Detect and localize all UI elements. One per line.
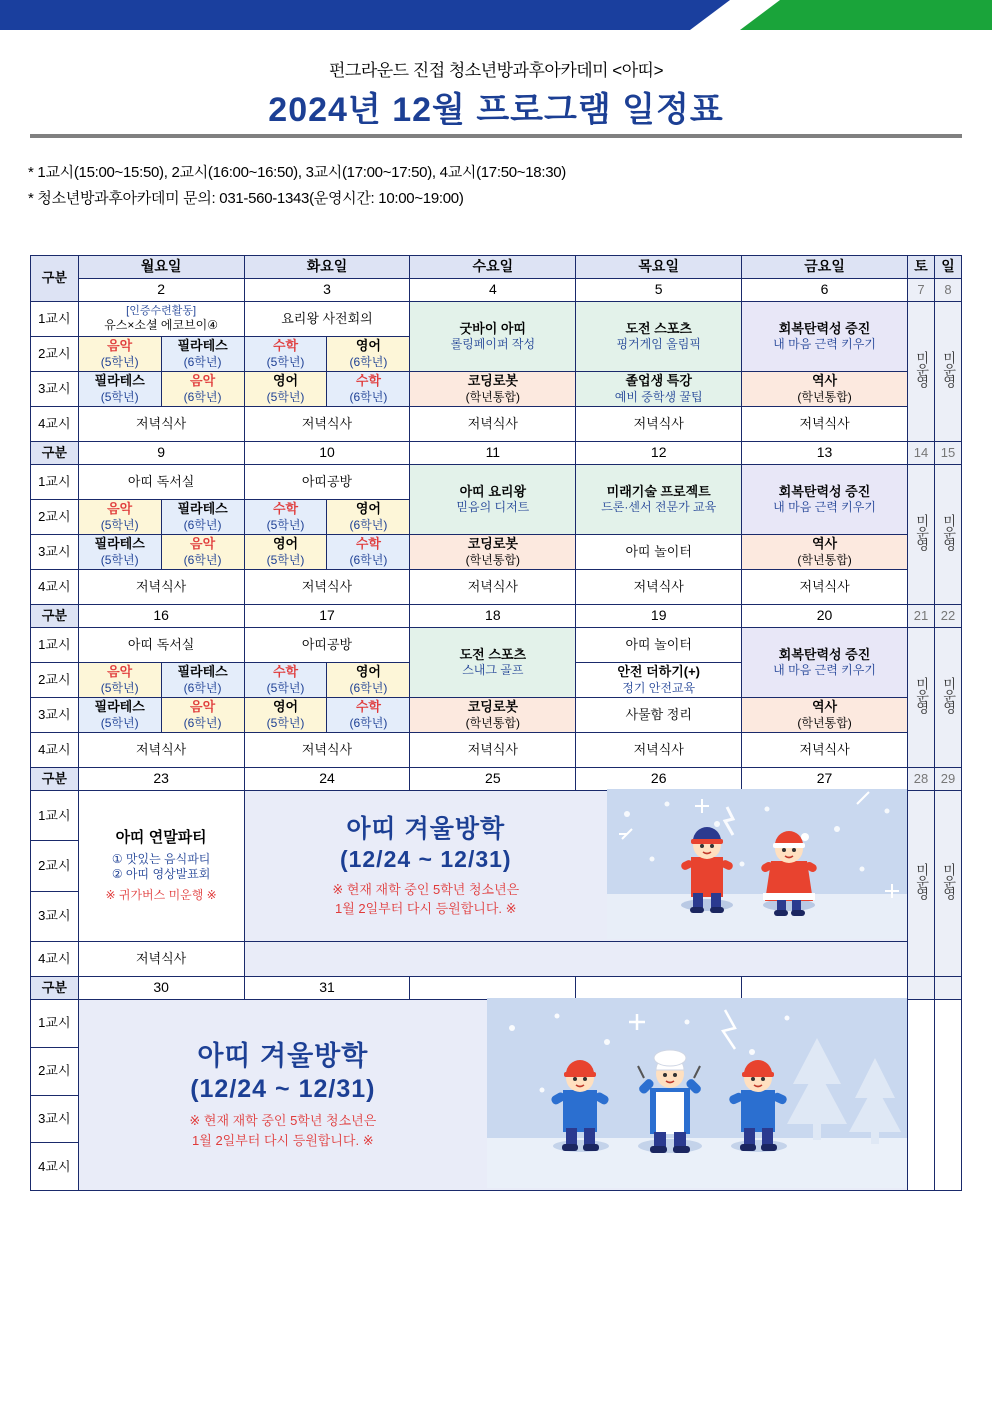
class-cell (78, 500, 161, 535)
class-cell (410, 628, 576, 698)
class-cell (78, 535, 161, 570)
week1-date-row (31, 279, 962, 302)
class-grade: (6학년) (183, 715, 222, 730)
class-grade: (5학년) (100, 552, 139, 567)
class-title: 음악 (107, 338, 133, 354)
class-title: 아띠 요리왕 (459, 483, 527, 499)
date-cell-sat: 21 (907, 605, 934, 628)
class-sub: 드론·센서 전문가 교육 (601, 500, 717, 515)
date-cell: 5 (576, 279, 742, 302)
class-cell (576, 302, 742, 372)
class-title: 졸업생 특강 (625, 373, 692, 389)
period-label: 2교시 (31, 841, 79, 891)
date-cell: 11 (410, 442, 576, 465)
class-cell (327, 372, 410, 407)
class-title: 필라테스 (177, 501, 228, 517)
class-sub: 내 마음 근력 키우기 (773, 500, 876, 515)
class-cell (244, 663, 327, 698)
class-grade: (6학년) (349, 552, 388, 567)
class-grade: (학년통합) (797, 389, 852, 404)
date-cell: 16 (78, 605, 244, 628)
class-title: 영어 (355, 664, 381, 680)
dinner-cell: 저녁식사 (78, 407, 244, 442)
class-cell: 아띠공방 (244, 465, 410, 500)
date-cell: 17 (244, 605, 410, 628)
period-label: 1교시 (31, 302, 79, 337)
class-title: 코딩로봇 (467, 699, 518, 715)
notes-block (28, 160, 566, 213)
week3-period1-row (31, 628, 962, 663)
date-cell-sat: 14 (907, 442, 934, 465)
class-grade: (6학년) (183, 680, 222, 695)
class-grade: (5학년) (100, 354, 139, 369)
date-cell: 10 (244, 442, 410, 465)
class-cell: 사물함 정리 (576, 698, 742, 733)
class-grade: (5학년) (100, 715, 139, 730)
dinner-cell: 저녁식사 (78, 942, 244, 977)
date-cell: 13 (742, 442, 908, 465)
gubun-header: 구분 (31, 768, 79, 791)
class-cell (327, 500, 410, 535)
class-grade: (6학년) (183, 389, 222, 404)
date-cell: 30 (78, 977, 244, 1000)
date-cell: 4 (410, 279, 576, 302)
date-cell-sun: 29 (934, 768, 961, 791)
class-cell (327, 663, 410, 698)
class-title: 회복탄력성 증진 (778, 320, 871, 336)
winter-vacation-banner (244, 791, 907, 942)
class-sub: 정기 안전교육 (622, 680, 696, 695)
top-bar-blue (0, 0, 760, 30)
week5-date-row (31, 977, 962, 1000)
program-schedule-table (30, 255, 962, 1191)
class-title: 음악 (190, 373, 216, 389)
dinner-cell: 저녁식사 (742, 407, 908, 442)
week2-date-row (31, 442, 962, 465)
class-cell: 아띠 놀이터 (576, 628, 742, 663)
class-grade: (5학년) (266, 680, 305, 695)
winter-kids-illustration-icon (607, 789, 907, 943)
class-grade: (5학년) (100, 389, 139, 404)
class-sub: 예비 중학생 꿀팁 (614, 389, 703, 404)
vacation-note-1: ※ 현재 재학 중인 5학년 청소년은 (189, 1113, 377, 1128)
date-cell: 25 (410, 768, 576, 791)
date-cell-sat: 28 (907, 768, 934, 791)
class-grade: (학년통합) (465, 715, 521, 730)
weekday-wed: 수요일 (410, 256, 576, 279)
class-title: 회복탄력성 증진 (778, 483, 871, 499)
week2-period3-row (31, 535, 962, 570)
class-title: 수학 (272, 338, 299, 354)
date-cell-sun: 22 (934, 605, 961, 628)
date-cell-sun-empty (934, 977, 961, 1000)
date-cell-sat: 7 (907, 279, 934, 302)
class-cell (244, 372, 327, 407)
class-cell: 아띠 독서실 (78, 628, 244, 663)
document-subtitle: 펀그라운드 진접 청소년방과후아카데미 <아띠> (328, 61, 664, 80)
dinner-cell: 저녁식사 (244, 570, 410, 605)
class-cell (576, 372, 742, 407)
date-cell-sun: 15 (934, 442, 961, 465)
vacation-title: 아띠 겨울방학 (197, 1041, 369, 1071)
class-title: 영어 (272, 373, 299, 389)
period-label: 1교시 (31, 465, 79, 500)
class-title: 음악 (107, 664, 133, 680)
party-title: 아띠 연말파티 (115, 829, 207, 847)
class-grade: (6학년) (349, 715, 388, 730)
vacation-note-2: 1월 2일부터 다시 등원합니다. ※ (192, 1132, 374, 1148)
date-cell: 12 (576, 442, 742, 465)
class-title: 유스×소셜 에코브이④ (104, 318, 219, 333)
week1-period3-row (31, 372, 962, 407)
class-sub: 핑거게임 올림픽 (616, 337, 701, 352)
vacation-note-1: ※ 현재 재학 중인 5학년 청소년은 (332, 881, 520, 897)
class-title: 수학 (355, 536, 381, 552)
dinner-cell: 저녁식사 (244, 733, 410, 768)
class-grade: (6학년) (349, 354, 388, 369)
week3-period4-row (31, 733, 962, 768)
dinner-cell: 저녁식사 (742, 733, 908, 768)
class-title: 영어 (272, 536, 299, 552)
class-title: 영어 (355, 338, 381, 354)
class-cell (327, 535, 410, 570)
period-label: 4교시 (31, 1143, 79, 1191)
date-cell: 24 (244, 768, 410, 791)
class-title: 영어 (272, 699, 299, 715)
class-cell (576, 663, 742, 698)
weekday-mon: 월요일 (78, 256, 244, 279)
class-cell (161, 500, 244, 535)
class-title: 안전 더하기(+) (617, 664, 701, 680)
dinner-cell: 저녁식사 (576, 733, 742, 768)
class-grade: (학년통합) (797, 715, 852, 730)
class-sub: 롤링페이퍼 작성 (450, 337, 536, 352)
period-label: 3교시 (31, 698, 79, 733)
class-cell: 아띠공방 (244, 628, 410, 663)
class-cell (161, 698, 244, 733)
class-title: 도전 스포츠 (625, 320, 692, 336)
date-cell-empty (410, 977, 576, 1000)
class-cell (161, 372, 244, 407)
dinner-cell: 저녁식사 (410, 407, 576, 442)
class-title: 역사 (811, 373, 838, 389)
class-title: 역사 (811, 536, 838, 552)
class-cell: 아띠 놀이터 (576, 535, 742, 570)
date-cell-empty (742, 977, 908, 1000)
note-class-times: * 1교시(15:00~15:50), 2교시(16:00~16:50), 3교시(17:00~17:50), 4교시(17:50~18:30) (28, 164, 566, 181)
class-grade: (5학년) (266, 715, 305, 730)
class-title: 수학 (272, 501, 299, 517)
closed-sat: 미운영 (907, 628, 934, 768)
period-label: 3교시 (31, 891, 79, 941)
class-title: 코딩로봇 (467, 373, 518, 389)
class-cell (410, 302, 576, 372)
weekday-tue: 화요일 (244, 256, 410, 279)
week3-date-row (31, 605, 962, 628)
class-grade: (5학년) (266, 517, 305, 532)
class-cell (244, 500, 327, 535)
week5-period1-row (31, 1000, 962, 1048)
winter-vacation-banner-2 (78, 1000, 907, 1191)
class-grade: (5학년) (266, 389, 305, 404)
class-cell (78, 372, 161, 407)
class-cell (742, 535, 908, 570)
date-cell: 6 (742, 279, 908, 302)
weekday-sat: 토 (907, 256, 934, 279)
class-cell (327, 337, 410, 372)
weekday-sun: 일 (934, 256, 961, 279)
period-label: 2교시 (31, 337, 79, 372)
vacation-title: 아띠 겨울방학 (346, 814, 506, 843)
gubun-header: 구분 (31, 442, 79, 465)
class-grade: (6학년) (183, 354, 222, 369)
class-grade: (5학년) (100, 680, 139, 695)
date-cell: 2 (78, 279, 244, 302)
dinner-cell: 저녁식사 (576, 407, 742, 442)
week1-period4-row (31, 407, 962, 442)
class-title: 굿바이 아띠 (459, 320, 527, 336)
dinner-cell: 저녁식사 (410, 570, 576, 605)
period-label: 1교시 (31, 791, 79, 841)
winter-kids-illustration-icon (487, 998, 907, 1192)
week3-period3-row (31, 698, 962, 733)
class-title: 미래기술 프로젝트 (606, 483, 711, 499)
vacation-dates: (12/24 ~ 12/31) (190, 1074, 376, 1103)
period-label: 3교시 (31, 535, 79, 570)
class-cell (576, 465, 742, 535)
class-title: 필라테스 (177, 664, 228, 680)
class-title: 요리왕 사전회의 (281, 310, 373, 326)
class-sub: 내 마음 근력 키우기 (773, 663, 876, 678)
period-label: 4교시 (31, 407, 79, 442)
date-cell: 3 (244, 279, 410, 302)
class-cell (410, 465, 576, 535)
class-title: 역사 (811, 699, 838, 715)
period-label: 4교시 (31, 733, 79, 768)
closed-sat: 미운영 (907, 791, 934, 977)
dinner-cell: 저녁식사 (576, 570, 742, 605)
class-cell (410, 698, 576, 733)
class-grade: (5학년) (266, 354, 305, 369)
class-grade: (학년통합) (465, 389, 521, 404)
class-sub: 내 마음 근력 키우기 (773, 337, 876, 352)
date-cell: 20 (742, 605, 908, 628)
class-cell: 아띠 독서실 (78, 465, 244, 500)
week4-period4-row (31, 942, 962, 977)
class-title: 회복탄력성 증진 (778, 646, 871, 662)
class-title: 영어 (355, 501, 381, 517)
class-title: 필라테스 (94, 536, 145, 552)
class-title: 필라테스 (177, 338, 228, 354)
class-title: 음악 (190, 699, 216, 715)
period-label: 2교시 (31, 663, 79, 698)
title-divider (30, 134, 962, 138)
class-cell (161, 337, 244, 372)
date-cell: 9 (78, 442, 244, 465)
dinner-cell: 저녁식사 (244, 407, 410, 442)
class-cell (742, 372, 908, 407)
class-cell (410, 372, 576, 407)
class-cell (78, 337, 161, 372)
class-title: 수학 (355, 699, 381, 715)
week1-period1-row (31, 302, 962, 337)
party-item-2: ② 아띠 영상발표회 (111, 866, 211, 881)
table-header-row (31, 256, 962, 279)
week4-date-row (31, 768, 962, 791)
date-cell: 27 (742, 768, 908, 791)
top-color-bar (0, 0, 992, 30)
period-label: 1교시 (31, 1000, 79, 1048)
class-cell (742, 465, 908, 535)
closed-sun: 미운영 (934, 791, 961, 977)
closed-sun: 미운영 (934, 465, 961, 605)
class-sub: 스내그 골프 (462, 663, 524, 678)
class-cell (742, 698, 908, 733)
empty-sun-cell (934, 1000, 961, 1191)
closed-sun: 미운영 (934, 628, 961, 768)
class-cell (244, 302, 410, 337)
class-grade: (6학년) (183, 517, 222, 532)
vacation-dates: (12/24 ~ 12/31) (339, 845, 512, 872)
dinner-cell: 저녁식사 (410, 733, 576, 768)
period-label: 4교시 (31, 942, 79, 977)
class-cell (327, 698, 410, 733)
class-grade: (6학년) (349, 389, 388, 404)
class-title: 수학 (355, 373, 381, 389)
class-title: 코딩로봇 (467, 536, 518, 552)
class-cell (410, 535, 576, 570)
party-item-1: ① 맛있는 음식파티 (111, 851, 211, 866)
date-cell: 18 (410, 605, 576, 628)
class-grade: (학년통합) (797, 552, 852, 567)
week4-period1-row (31, 791, 962, 841)
dinner-cell: 저녁식사 (742, 570, 908, 605)
vacation-blank-cell (244, 942, 907, 977)
week2-period4-row (31, 570, 962, 605)
class-cell (244, 698, 327, 733)
closed-sat: 미운영 (907, 465, 934, 605)
period-label: 1교시 (31, 628, 79, 663)
page-title: 2024년 12월 프로그램 일정표 (268, 91, 724, 129)
party-note: ※ 귀가버스 미운행 ※ (105, 887, 217, 902)
class-title: 필라테스 (94, 373, 145, 389)
gubun-header: 구분 (31, 605, 79, 628)
closed-sat: 미운영 (907, 302, 934, 442)
dinner-cell: 저녁식사 (78, 733, 244, 768)
weekday-thu: 목요일 (576, 256, 742, 279)
gubun-header: 구분 (31, 256, 79, 302)
closed-sun: 미운영 (934, 302, 961, 442)
class-sub: [인증수련활동] (126, 304, 197, 317)
class-cell (78, 663, 161, 698)
class-cell (244, 535, 327, 570)
period-label: 2교시 (31, 500, 79, 535)
date-cell: 31 (244, 977, 410, 1000)
period-label: 4교시 (31, 570, 79, 605)
weekday-fri: 금요일 (742, 256, 908, 279)
class-cell (78, 698, 161, 733)
class-cell (161, 535, 244, 570)
dinner-cell: 저녁식사 (78, 570, 244, 605)
note-contact: * 청소년방과후아카데미 문의: 031-560-1343(운영시간: 10:00~19:00) (28, 190, 464, 208)
class-grade: (6학년) (183, 552, 222, 567)
class-cell (742, 302, 908, 372)
date-cell: 19 (576, 605, 742, 628)
class-title: 음악 (107, 501, 133, 517)
class-title: 도전 스포츠 (459, 646, 527, 662)
date-cell-sun: 8 (934, 279, 961, 302)
class-grade: (6학년) (349, 680, 388, 695)
week2-period1-row (31, 465, 962, 500)
empty-sat-cell (907, 1000, 934, 1191)
gubun-header: 구분 (31, 977, 79, 1000)
class-sub: 믿음의 디저트 (456, 500, 530, 515)
period-label: 3교시 (31, 372, 79, 407)
date-cell-sat-empty (907, 977, 934, 1000)
date-cell: 23 (78, 768, 244, 791)
vacation-note-2: 1월 2일부터 다시 등원합니다. ※ (334, 901, 517, 916)
class-cell (78, 302, 244, 337)
class-cell (161, 663, 244, 698)
class-title: 필라테스 (94, 699, 145, 715)
class-grade: (5학년) (100, 517, 139, 532)
class-cell (742, 628, 908, 698)
class-grade: (학년통합) (465, 552, 521, 567)
class-title: 음악 (190, 536, 216, 552)
class-grade: (6학년) (349, 517, 388, 532)
class-grade: (5학년) (266, 552, 305, 567)
period-label: 2교시 (31, 1047, 79, 1095)
class-cell (244, 337, 327, 372)
date-cell: 26 (576, 768, 742, 791)
year-end-party-cell (78, 791, 244, 942)
period-label: 3교시 (31, 1095, 79, 1143)
date-cell-empty (576, 977, 742, 1000)
class-title: 수학 (272, 664, 299, 680)
